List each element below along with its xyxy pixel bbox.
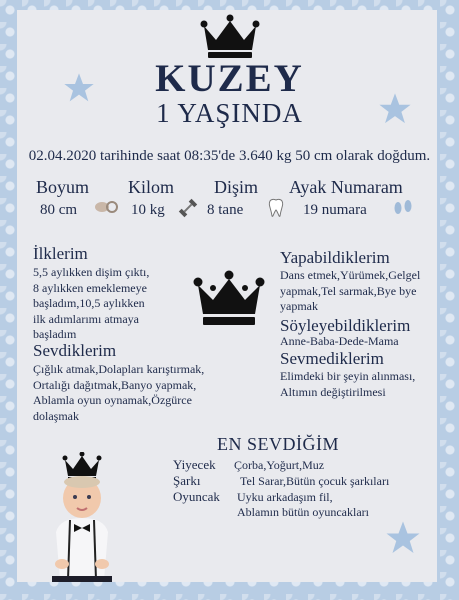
age-title: 1 YAŞINDA: [156, 98, 303, 128]
pacifier-icon: [94, 198, 120, 216]
stat-value-teeth: 8 tane: [207, 202, 244, 218]
tooth-icon: [268, 198, 284, 218]
dumbbell-icon: [178, 198, 198, 218]
text-ilklerim: 5,5 aylıkken dişim çıktı, 8 aylıkken emeklemeye başladım,10,5 aylıkken ilk adımlarımı atmaya başladım: [33, 265, 150, 341]
stat-label-shoe-size: Ayak Numaram: [289, 177, 403, 197]
stat-label-teeth: Dişim: [214, 177, 259, 197]
stat-value-shoe-size: 19 numara: [303, 202, 367, 218]
stat-value-weight: 10 kg: [131, 202, 165, 218]
stat-label-height: Boyum: [36, 177, 90, 197]
text-sevmediklerim: Elimdeki bir şeyin alınması, Altımın değiştirilmesi: [280, 369, 416, 399]
fav-value-toy: Uyku arkadaşım fil,: [237, 490, 333, 504]
crown-icon: [200, 14, 260, 60]
fav-key-song: Şarkı: [173, 473, 201, 488]
heading-sevdiklerim: Sevdiklerim: [33, 341, 117, 360]
stat-label-weight: Kilom: [128, 177, 175, 197]
birth-info: 02.04.2020 tarihinde saat 08:35'de 3.640 kg 50 cm olarak doğdum.: [28, 148, 431, 164]
heading-yapabildiklerim: Yapabildiklerim: [280, 248, 390, 267]
text-sevdiklerim: Çığlık atmak,Dolapları karıştırmak, Ortalığı dağıtmak,Banyo yapmak, Ablamla oyun oynamak,Özgürce dolaşmak: [33, 362, 205, 423]
crown-icon: [193, 270, 265, 328]
footprints-icon: [392, 198, 414, 216]
fav-key-toy: Oyuncak: [173, 489, 220, 504]
heading-ilklerim: İlklerim: [33, 244, 88, 263]
text-yapabildiklerim: Dans etmek,Yürümek,Gelgel yapmak,Tel sarmak,Bye bye yapmak: [280, 268, 421, 313]
fav-value-song: Tel Sarar,Bütün çocuk şarkıları: [240, 474, 390, 488]
fav-value-toy-2: Ablamın bütün oyuncakları: [237, 505, 369, 519]
fav-value-food: Çorba,Yoğurt,Muz: [234, 458, 325, 472]
fav-key-food: Yiyecek: [173, 457, 216, 472]
heading-sevmediklerim: Sevmediklerim: [280, 349, 384, 368]
favorites-title: EN SEVDİĞİM: [217, 434, 339, 454]
child-name: KUZEY: [155, 57, 304, 100]
text-soyleyebildiklerim: Anne-Baba-Dede-Mama: [280, 334, 399, 348]
heading-soyleyebildiklerim: Söyleyebildiklerim: [280, 316, 411, 335]
stat-value-height: 80 cm: [40, 202, 78, 218]
star-icon: [383, 520, 423, 556]
baby-photo: [42, 452, 122, 582]
